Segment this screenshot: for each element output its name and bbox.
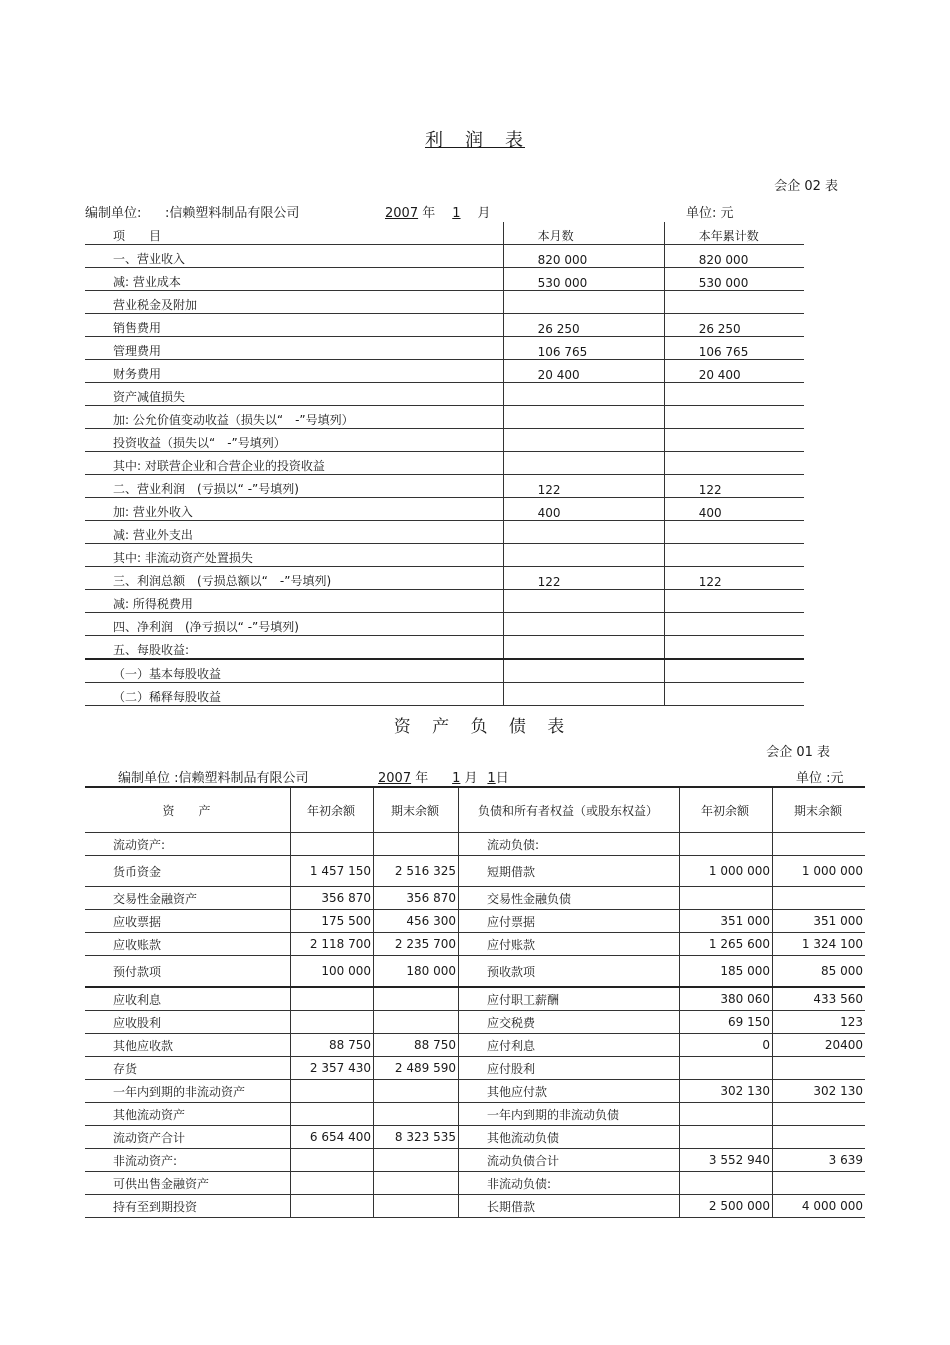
liability-label: 应付职工薪酬 — [459, 987, 680, 1011]
liability-closing: 85 000 — [773, 956, 866, 988]
income-ytd-value — [664, 406, 804, 429]
income-item-label: 加: 公允价值变动收益（损失以“ -”号填列） — [85, 406, 503, 429]
asset-opening: 88 750 — [291, 1034, 374, 1057]
income-item-label: 一、营业收入 — [85, 245, 503, 268]
income-month-value: 106 765 — [503, 337, 664, 360]
income-month-value — [503, 452, 664, 475]
liability-opening — [680, 1126, 773, 1149]
balance-header-row — [85, 787, 865, 833]
balance-row — [85, 1172, 865, 1195]
liability-opening: 380 060 — [680, 987, 773, 1011]
liability-closing — [773, 1172, 866, 1195]
liability-closing — [773, 833, 866, 856]
income-month-value — [503, 683, 664, 706]
balance-row — [85, 1126, 865, 1149]
income-ytd-value — [664, 636, 804, 660]
income-item-label: 二、营业利润 (亏损以“ -”号填列) — [85, 475, 503, 498]
asset-label: 交易性金融资产 — [85, 887, 291, 910]
income-row — [85, 337, 804, 360]
balance-row — [85, 910, 865, 933]
income-item-label: 加: 营业外收入 — [85, 498, 503, 521]
liability-closing: 1 000 000 — [773, 856, 866, 887]
income-month-value: 20 400 — [503, 360, 664, 383]
asset-opening — [291, 1149, 374, 1172]
liability-opening: 1 265 600 — [680, 933, 773, 956]
income-ytd-value — [664, 590, 804, 613]
income-row — [85, 636, 804, 660]
asset-opening: 6 654 400 — [291, 1126, 374, 1149]
income-ytd-value — [664, 521, 804, 544]
liability-opening: 351 000 — [680, 910, 773, 933]
header-liability-closing: 期末余额 — [773, 787, 866, 833]
income-ytd-value: 106 765 — [664, 337, 804, 360]
asset-label: 其他流动资产 — [85, 1103, 291, 1126]
liability-label: 应付票据 — [459, 910, 680, 933]
balance-month-suffix: 月 — [464, 771, 478, 786]
asset-label: 应收股利 — [85, 1011, 291, 1034]
balance-row — [85, 1057, 865, 1080]
income-month-value — [503, 383, 664, 406]
asset-closing: 2 489 590 — [374, 1057, 459, 1080]
income-ytd-value — [664, 429, 804, 452]
liability-opening: 2 500 000 — [680, 1195, 773, 1218]
liability-closing: 4 000 000 — [773, 1195, 866, 1218]
asset-label: 其他应收款 — [85, 1034, 291, 1057]
asset-label: 预付款项 — [85, 956, 291, 988]
income-month-value: 122 — [503, 567, 664, 590]
income-row — [85, 245, 804, 268]
income-item-label: 四、净利润 (净亏损以“ -”号填列) — [85, 613, 503, 636]
income-row — [85, 268, 804, 291]
income-month-value: 122 — [503, 475, 664, 498]
income-row — [85, 291, 804, 314]
liability-opening: 1 000 000 — [680, 856, 773, 887]
asset-label: 应收票据 — [85, 910, 291, 933]
balance-unit: 单位 :元 — [796, 771, 844, 786]
income-row — [85, 498, 804, 521]
balance-org: 编制单位 :信赖塑料制品有限公司 — [118, 771, 309, 786]
income-ytd-value — [664, 291, 804, 314]
asset-closing — [374, 1195, 459, 1218]
balance-row — [85, 933, 865, 956]
asset-label: 应收账款 — [85, 933, 291, 956]
income-row — [85, 613, 804, 636]
income-row — [85, 314, 804, 337]
income-month-value: 820 000 — [503, 245, 664, 268]
income-row — [85, 521, 804, 544]
income-statement-table — [85, 222, 804, 706]
income-period — [385, 202, 491, 221]
header-liabilities: 负债和所有者权益（或股东权益） — [459, 787, 680, 833]
income-year: 2007 — [385, 206, 419, 221]
liability-label: 短期借款 — [459, 856, 680, 887]
income-item-label: （一）基本每股收益 — [85, 659, 503, 683]
asset-opening — [291, 1011, 374, 1034]
liability-label: 长期借款 — [459, 1195, 680, 1218]
asset-label: 非流动资产: — [85, 1149, 291, 1172]
liability-opening: 69 150 — [680, 1011, 773, 1034]
income-ytd-value — [664, 683, 804, 706]
income-month-value — [503, 406, 664, 429]
income-unit: 单位: 元 — [686, 206, 734, 221]
income-header-item: 项 目 — [85, 222, 503, 245]
income-form-code: 会企 02 表 — [774, 179, 838, 194]
income-month-value — [503, 544, 664, 567]
balance-month: 1 — [452, 771, 461, 786]
header-asset-closing: 期末余额 — [374, 787, 459, 833]
income-item-label: （二）稀释每股收益 — [85, 683, 503, 706]
liability-closing: 351 000 — [773, 910, 866, 933]
liability-label: 流动负债合计 — [459, 1149, 680, 1172]
liability-opening — [680, 887, 773, 910]
asset-opening — [291, 1172, 374, 1195]
income-month-value — [503, 613, 664, 636]
liability-label: 非流动负债: — [459, 1172, 680, 1195]
income-item-label: 减: 营业外支出 — [85, 521, 503, 544]
income-row — [85, 360, 804, 383]
income-item-label: 投资收益（损失以“ -”号填列） — [85, 429, 503, 452]
asset-opening — [291, 1195, 374, 1218]
income-header-ytd: 本年累计数 — [664, 222, 804, 245]
income-row — [85, 429, 804, 452]
balance-row — [85, 1034, 865, 1057]
liability-opening — [680, 833, 773, 856]
liability-label: 一年内到期的非流动负债 — [459, 1103, 680, 1126]
liability-closing — [773, 1103, 866, 1126]
liability-closing: 3 639 — [773, 1149, 866, 1172]
income-ytd-value: 122 — [664, 475, 804, 498]
income-row — [85, 659, 804, 683]
income-item-label: 财务费用 — [85, 360, 503, 383]
balance-sheet-table — [85, 786, 865, 1218]
asset-label: 货币资金 — [85, 856, 291, 887]
asset-label: 持有至到期投资 — [85, 1195, 291, 1218]
asset-closing — [374, 987, 459, 1011]
balance-form-code: 会企 01 表 — [766, 745, 830, 760]
liability-closing: 20400 — [773, 1034, 866, 1057]
asset-closing: 356 870 — [374, 887, 459, 910]
income-month-value: 400 — [503, 498, 664, 521]
header-assets: 资 产 — [85, 787, 291, 833]
income-item-label: 三、利润总额 (亏损总额以“ -”号填列) — [85, 567, 503, 590]
balance-row — [85, 987, 865, 1011]
asset-label: 一年内到期的非流动资产 — [85, 1080, 291, 1103]
asset-closing: 88 750 — [374, 1034, 459, 1057]
liability-label: 应交税费 — [459, 1011, 680, 1034]
liability-label: 应付股利 — [459, 1057, 680, 1080]
income-month-value: 26 250 — [503, 314, 664, 337]
balance-row — [85, 1080, 865, 1103]
income-ytd-value: 20 400 — [664, 360, 804, 383]
balance-row — [85, 1149, 865, 1172]
liability-label: 预收款项 — [459, 956, 680, 988]
balance-period — [378, 767, 509, 786]
liability-label: 应付利息 — [459, 1034, 680, 1057]
liability-closing: 302 130 — [773, 1080, 866, 1103]
income-row — [85, 406, 804, 429]
income-month-value — [503, 636, 664, 660]
income-month-value — [503, 291, 664, 314]
liability-closing — [773, 1057, 866, 1080]
balance-day-suffix: 日 — [495, 771, 509, 786]
income-row — [85, 383, 804, 406]
asset-closing — [374, 1011, 459, 1034]
balance-row — [85, 856, 865, 887]
income-month-suffix: 月 — [477, 206, 491, 221]
income-row — [85, 567, 804, 590]
asset-label: 可供出售金融资产 — [85, 1172, 291, 1195]
income-item-label: 营业税金及附加 — [85, 291, 503, 314]
liability-opening: 3 552 940 — [680, 1149, 773, 1172]
asset-closing: 2 235 700 — [374, 933, 459, 956]
income-row — [85, 475, 804, 498]
asset-closing: 180 000 — [374, 956, 459, 988]
asset-closing — [374, 1149, 459, 1172]
asset-closing — [374, 1080, 459, 1103]
header-asset-opening: 年初余额 — [291, 787, 374, 833]
asset-label: 流动资产合计 — [85, 1126, 291, 1149]
income-ytd-value: 820 000 — [664, 245, 804, 268]
liability-label: 其他应付款 — [459, 1080, 680, 1103]
income-row — [85, 683, 804, 706]
income-row — [85, 590, 804, 613]
balance-row — [85, 1103, 865, 1126]
income-org-name: :信赖塑料制品有限公司 — [165, 206, 300, 221]
income-ytd-value — [664, 383, 804, 406]
income-org-label: 编制单位: — [85, 206, 142, 221]
balance-row — [85, 887, 865, 910]
liability-closing: 123 — [773, 1011, 866, 1034]
income-ytd-value — [664, 613, 804, 636]
income-month: 1 — [452, 206, 461, 221]
income-year-suffix: 年 — [422, 206, 436, 221]
income-ytd-value: 400 — [664, 498, 804, 521]
balance-year-suffix: 年 — [415, 771, 429, 786]
income-month-value — [503, 429, 664, 452]
income-item-label: 减: 所得税费用 — [85, 590, 503, 613]
balance-day: 1 — [487, 771, 496, 786]
asset-closing: 456 300 — [374, 910, 459, 933]
income-item-label: 五、每股收益: — [85, 636, 503, 660]
asset-opening — [291, 987, 374, 1011]
income-ytd-value: 122 — [664, 567, 804, 590]
balance-year: 2007 — [378, 771, 412, 786]
liability-opening — [680, 1103, 773, 1126]
asset-label: 应收利息 — [85, 987, 291, 1011]
liability-opening — [680, 1057, 773, 1080]
asset-opening — [291, 1103, 374, 1126]
liability-closing: 1 324 100 — [773, 933, 866, 956]
balance-row — [85, 1011, 865, 1034]
income-item-label: 管理费用 — [85, 337, 503, 360]
income-row — [85, 544, 804, 567]
liability-label: 其他流动负债 — [459, 1126, 680, 1149]
header-liability-opening: 年初余额 — [680, 787, 773, 833]
income-header-row — [85, 222, 804, 245]
liability-closing — [773, 1126, 866, 1149]
asset-opening: 2 357 430 — [291, 1057, 374, 1080]
income-month-value — [503, 590, 664, 613]
asset-closing — [374, 1172, 459, 1195]
liability-label: 交易性金融负债 — [459, 887, 680, 910]
liability-opening: 185 000 — [680, 956, 773, 988]
balance-row — [85, 1195, 865, 1218]
income-item-label: 减: 营业成本 — [85, 268, 503, 291]
liability-label: 流动负债: — [459, 833, 680, 856]
income-item-label: 销售费用 — [85, 314, 503, 337]
income-month-value — [503, 659, 664, 683]
asset-closing: 2 516 325 — [374, 856, 459, 887]
asset-opening: 356 870 — [291, 887, 374, 910]
liability-closing — [773, 887, 866, 910]
liability-label: 应付账款 — [459, 933, 680, 956]
asset-opening: 175 500 — [291, 910, 374, 933]
balance-row — [85, 956, 865, 988]
liability-opening: 0 — [680, 1034, 773, 1057]
asset-label: 流动资产: — [85, 833, 291, 856]
income-row — [85, 452, 804, 475]
liability-opening — [680, 1172, 773, 1195]
asset-closing — [374, 1103, 459, 1126]
income-ytd-value: 26 250 — [664, 314, 804, 337]
income-item-label: 资产减值损失 — [85, 383, 503, 406]
balance-row — [85, 833, 865, 856]
asset-opening: 1 457 150 — [291, 856, 374, 887]
income-month-value — [503, 521, 664, 544]
asset-opening — [291, 833, 374, 856]
asset-closing: 8 323 535 — [374, 1126, 459, 1149]
income-ytd-value: 530 000 — [664, 268, 804, 291]
asset-opening: 100 000 — [291, 956, 374, 988]
income-month-value: 530 000 — [503, 268, 664, 291]
asset-opening — [291, 1080, 374, 1103]
income-item-label: 其中: 对联营企业和合营企业的投资收益 — [85, 452, 503, 475]
asset-label: 存货 — [85, 1057, 291, 1080]
balance-sheet-title: 资 产 负 债 表 — [393, 717, 573, 737]
liability-opening: 302 130 — [680, 1080, 773, 1103]
income-item-label: 其中: 非流动资产处置损失 — [85, 544, 503, 567]
liability-closing: 433 560 — [773, 987, 866, 1011]
income-ytd-value — [664, 659, 804, 683]
income-ytd-value — [664, 452, 804, 475]
income-ytd-value — [664, 544, 804, 567]
asset-closing — [374, 833, 459, 856]
asset-opening: 2 118 700 — [291, 933, 374, 956]
income-header-month: 本月数 — [503, 222, 664, 245]
income-statement-title: 利 润 表 — [425, 130, 525, 151]
